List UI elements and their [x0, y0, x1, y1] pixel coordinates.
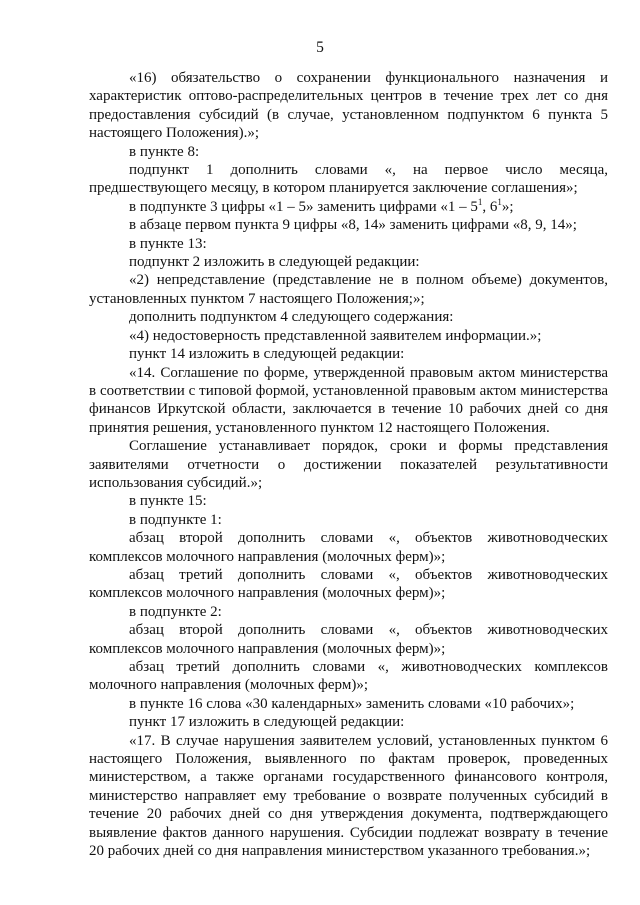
- page-number: 5: [316, 39, 324, 56]
- paragraph-text: в подпункте 3 цифры «1 – 5» заменить цифрами «1 – 5: [129, 198, 478, 215]
- paragraph: подпункт 1 дополнить словами «, на первое число месяца, предшествующего месяцу, в котором планируется заключение соглашения»;: [89, 162, 608, 197]
- paragraph: подпункт 2 изложить в следующей редакции:: [129, 254, 420, 271]
- paragraph: абзац третий дополнить словами «, животноводческих комплексов молочного направления (молочных ферм)»;: [89, 659, 608, 694]
- paragraph: дополнить подпунктом 4 следующего содержания:: [129, 309, 454, 326]
- paragraph: в подпункте 1:: [129, 511, 222, 528]
- paragraph: «4) недостоверность представленной заявителем информации.»;: [129, 327, 542, 344]
- paragraph: пункт 17 изложить в следующей редакции:: [129, 714, 405, 731]
- paragraph: абзац второй дополнить словами «, объектов животноводческих комплексов молочного направления (молочных ферм)»;: [89, 622, 608, 657]
- paragraph: «17. В случае нарушения заявителем условий, установленных пунктом 6 настоящего Положения, выявленного по фактам проверок, проведенных министерством, а также органами государственного финансового контроля, министерство направляет ему требование о возврате полученных субсидий в течение 20 рабочих дней со дня утверждения документа, подтверждающего выявление фактов данного нарушения. Субсидии подлежат возврату в течение 20 рабочих дней со дня направления министерством указанного требования.»;: [89, 732, 608, 860]
- paragraph: в пункте 8:: [129, 143, 200, 160]
- paragraph: в подпункте 2:: [129, 603, 222, 620]
- paragraph: абзац второй дополнить словами «, объектов животноводческих комплексов молочного направления (молочных ферм)»;: [89, 530, 608, 565]
- paragraph: в пункте 16 слова «30 календарных» заменить словами «10 рабочих»;: [129, 695, 575, 712]
- paragraph: «2) непредставление (представление не в полном объеме) документов, установленных пунктом 7 настоящего Положения;»;: [89, 272, 608, 307]
- document-body: [89, 69, 608, 860]
- paragraph: «14. Соглашение по форме, утвержденной правовым актом министерства в соответствии с типовой формой, установленной правовым актом министерства финансов Иркутской области, заключается в течение 10 рабочих дней со дня принятия решения, установленного пунктом 12 настоящего Положения.: [89, 364, 608, 436]
- paragraph: в пункте 15:: [129, 493, 207, 510]
- paragraph: в пункте 13:: [129, 235, 207, 252]
- paragraph: [89, 198, 608, 216]
- superscript: 1: [477, 196, 483, 207]
- paragraph: «16) обязательство о сохранении функционального назначения и характеристик оптово-распределительных центров в течение трех лет со дня предоставления субсидий (в случае, установленном подпунктом 6 пункта 5 настоящего Положения).»;: [89, 70, 608, 142]
- paragraph: в абзаце первом пункта 9 цифры «8, 14» заменить цифрами «8, 9, 14»;: [129, 217, 577, 234]
- paragraph-text: »;: [501, 198, 514, 215]
- paragraph: пункт 14 изложить в следующей редакции:: [129, 346, 405, 363]
- paragraph-text: , 6: [482, 198, 498, 215]
- paragraph: Соглашение устанавливает порядок, сроки и формы представления заявителями отчетности о достижении показателей результативности использования субсидий.»;: [89, 438, 608, 491]
- superscript: 1: [497, 196, 502, 207]
- paragraph: абзац третий дополнить словами «, объектов животноводческих комплексов молочного направления (молочных ферм)»;: [89, 566, 608, 602]
